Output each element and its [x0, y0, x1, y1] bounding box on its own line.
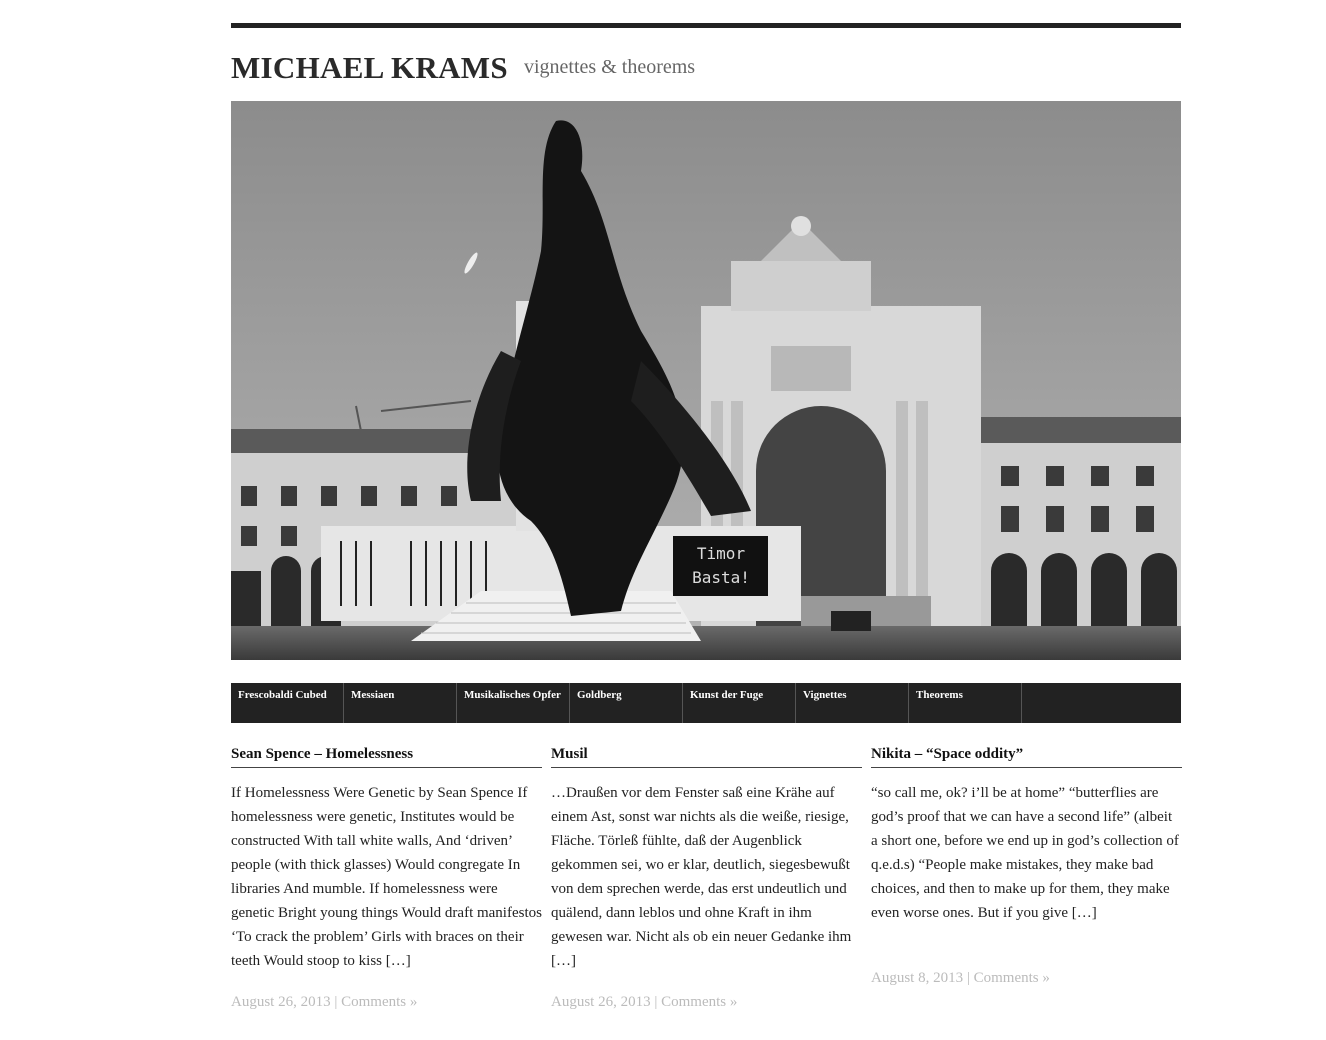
site-tagline: vignettes & theorems: [524, 56, 696, 78]
main-nav: [231, 683, 1181, 723]
post-date[interactable]: August 26, 2013: [551, 994, 651, 1010]
comments-link[interactable]: Comments »: [661, 994, 738, 1010]
post-excerpt: If Homelessness Were Genetic by Sean Spence If homelessness were genetic, Institutes would be constructed With tall white walls, And ‘driven’ people (with thick glasses) Would congregate In libraries And mumble. If homelessness were genetic Bright young things Would draft manifestos ‘To crack the problem’ Girls with braces on their teeth Would stoop to kiss […]: [231, 785, 542, 969]
post-excerpt: …Draußen vor dem Fenster saß eine Krähe auf einem Ast, sonst war nichts als die weiße, riesige, Fläche. Törleß fühlte, daß der Augenblick gekommen sei, wo er klar, deutlich, siegesbewußt von dem sprechen werde, das erst undeutlich und quälend, dann leblos und ohne Kraft in ihm gewesen war. Nicht als ob ein neuer Gedanke ihm […]: [551, 785, 852, 969]
post-excerpt: “so call me, ok? i’ll be at home” “butterflies are god’s proof that we can have a second life” (albeit a short one, before we end up in god’s collection of q.e.d.s) “People make mistakes, they make bad choices, and then to make up for them, they make even worse ones. But if you give […]: [871, 785, 1179, 921]
header-rule: [231, 23, 1181, 28]
post-card: [551, 744, 862, 973]
nav-item-frescobaldi-cubed[interactable]: Frescobaldi Cubed: [231, 683, 344, 723]
post-meta: [231, 994, 417, 1011]
post-title[interactable]: Nikita – “Space oddity”: [871, 744, 1182, 768]
post-title[interactable]: Musil: [551, 744, 862, 768]
nav-item-goldberg[interactable]: Goldberg: [570, 683, 683, 723]
post-date[interactable]: August 26, 2013: [231, 994, 331, 1010]
banner-text-1: Timor: [696, 544, 746, 563]
site-title[interactable]: MICHAEL KRAMS: [231, 50, 508, 85]
post-card: [231, 744, 542, 973]
hero-image: [231, 101, 1181, 660]
comments-link[interactable]: Comments »: [341, 994, 418, 1010]
post-meta: [551, 994, 737, 1011]
post-card: [871, 744, 1182, 925]
meta-separator: |: [334, 994, 338, 1010]
post-title[interactable]: Sean Spence – Homelessness: [231, 744, 542, 768]
nav-item-vignettes[interactable]: Vignettes: [796, 683, 909, 723]
post-date[interactable]: August 8, 2013: [871, 970, 964, 986]
meta-separator: |: [654, 994, 658, 1010]
meta-separator: |: [966, 970, 970, 986]
nav-item-theorems[interactable]: Theorems: [909, 683, 1022, 723]
comments-link[interactable]: Comments »: [973, 970, 1050, 986]
post-meta: [871, 970, 1050, 987]
nav-item-musikalisches-opfer[interactable]: Musikalisches Opfer: [457, 683, 570, 723]
banner-text-2: Basta!: [692, 568, 750, 587]
nav-item-messiaen[interactable]: Messiaen: [344, 683, 457, 723]
nav-item-kunst-der-fuge[interactable]: Kunst der Fuge: [683, 683, 796, 723]
